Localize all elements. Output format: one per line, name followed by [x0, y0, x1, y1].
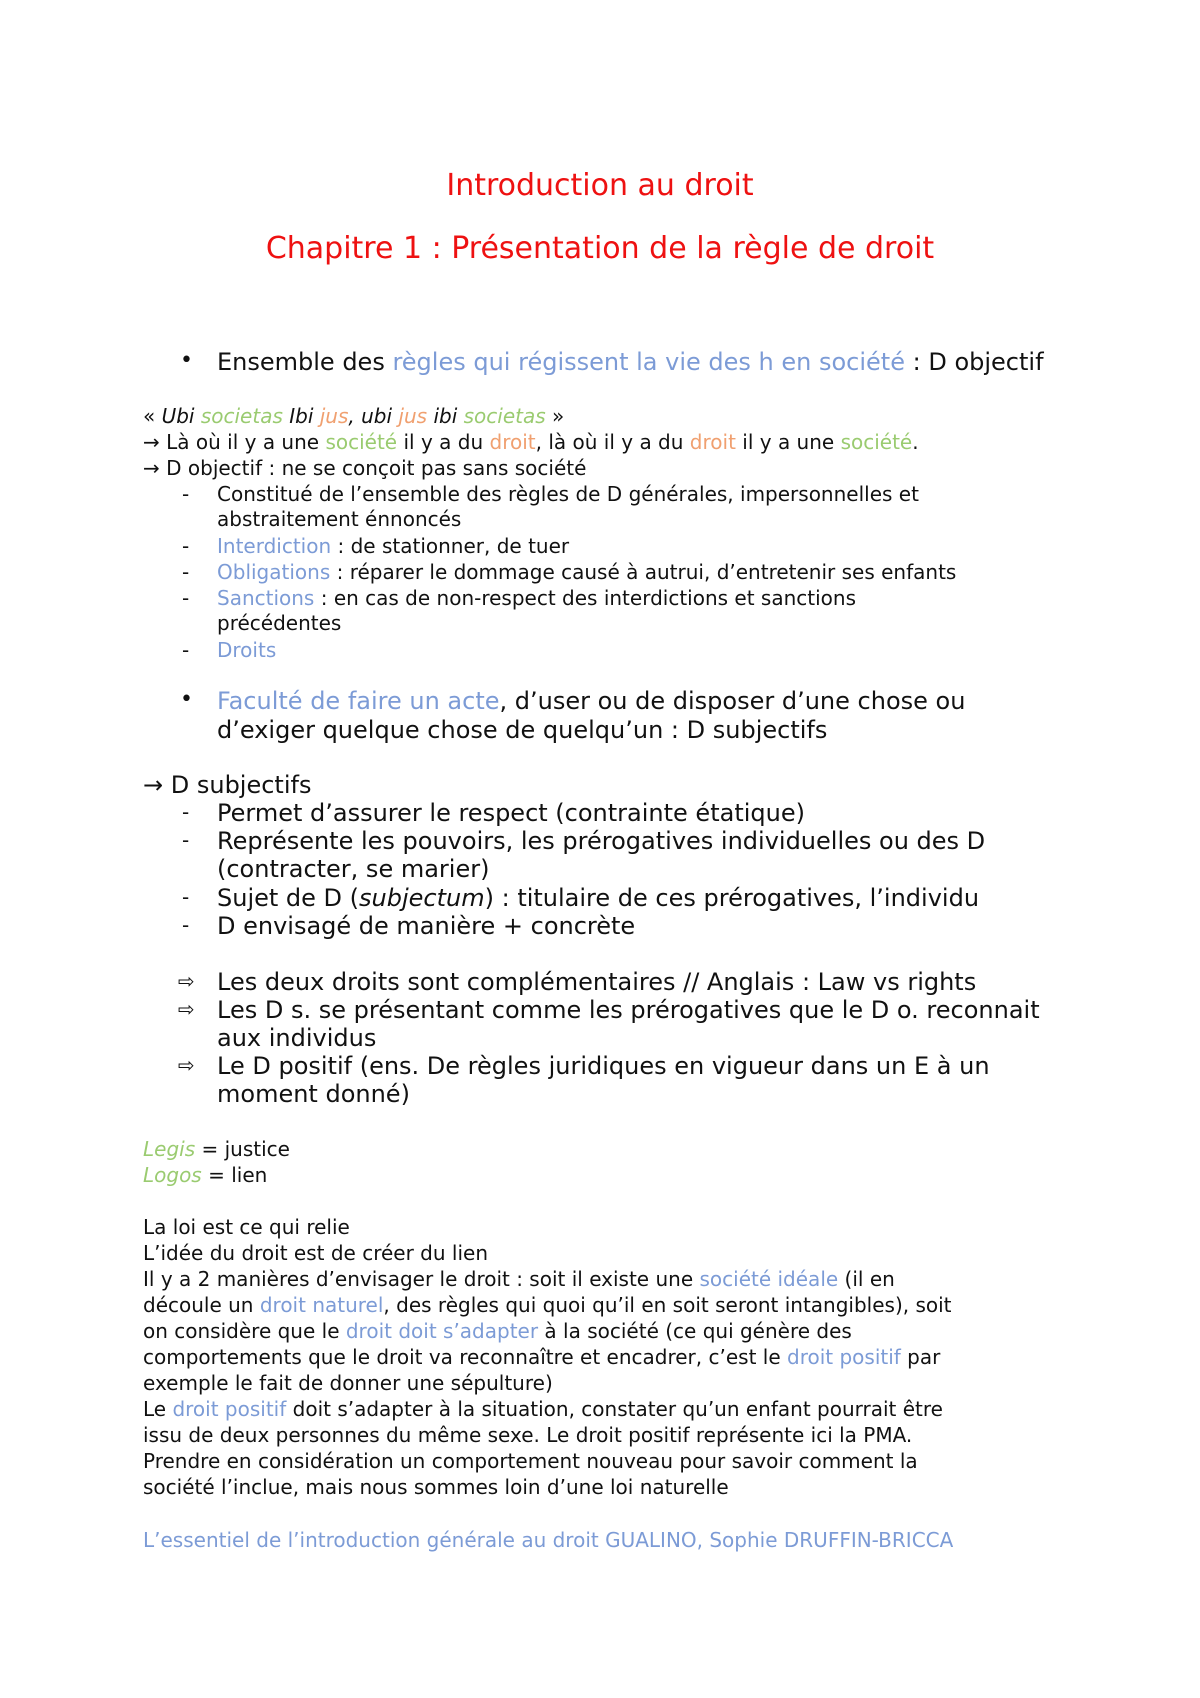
bullet-subjectifs: Faculté de faire un acte, d’user ou de disposer d’une chose ou [217, 687, 966, 715]
etymology-legis: Legis = justice [143, 1137, 290, 1161]
objectif-line: → D objectif : ne se conçoit pas sans société [143, 456, 587, 480]
reference-line: L’essentiel de l’introduction générale au droit GUALINO, Sophie DRUFFIN-BRICCA [143, 1528, 954, 1552]
list-item: Sanctions : en cas de non-respect des interdictions et sanctions [217, 586, 856, 610]
dash-marker: - [182, 638, 190, 662]
arrow-icon: → [143, 456, 160, 480]
paragraph-line: L’idée du droit est de créer du lien [143, 1241, 488, 1265]
paragraph-line: La loi est ce qui relie [143, 1215, 350, 1239]
subjectifs-heading: → D subjectifs [143, 771, 312, 799]
list-item: Permet d’assurer le respect (contrainte étatique) [217, 799, 805, 827]
latin-quote: « Ubi societas Ibi jus, ubi jus ibi societas » [143, 404, 565, 428]
arrow-icon: → [143, 771, 164, 799]
bullet-subjectifs-cont: d’exiger quelque chose de quelqu’un : D subjectifs [217, 716, 828, 744]
paragraph-line: Prendre en considération un comportement nouveau pour savoir comment la [143, 1449, 918, 1473]
dash-marker: - [182, 913, 190, 937]
paragraph-line: exemple le fait de donner une sépulture) [143, 1371, 553, 1395]
dash-marker: - [182, 560, 190, 584]
paragraph-line: société l’inclue, mais nous sommes loin d’une loi naturelle [143, 1475, 729, 1499]
list-item-cont: (contracter, se marier) [217, 855, 490, 883]
dash-marker: - [182, 828, 190, 852]
dash-marker: - [182, 482, 190, 506]
arrow-icon: → [143, 430, 160, 454]
conclusion-item: Les D s. se présentant comme les prérogatives que le D o. reconnait [217, 996, 1040, 1024]
list-item: Sujet de D (subjectum) : titulaire de ces prérogatives, l’individu [217, 884, 980, 912]
paragraph-line: Le droit positif doit s’adapter à la situation, constater qu’un enfant pourrait être [143, 1397, 943, 1421]
list-item-cont: précédentes [217, 611, 342, 635]
translation-line: → Là où il y a une société il y a du droit, là où il y a du droit il y a une société. [143, 430, 919, 454]
hollow-arrow-icon: ⇨ [178, 997, 195, 1021]
paragraph-line: issu de deux personnes du même sexe. Le droit positif représente ici la PMA. [143, 1423, 913, 1447]
list-item: Obligations : réparer le dommage causé à autrui, d’entretenir ses enfants [217, 560, 957, 584]
etymology-logos: Logos = lien [143, 1163, 268, 1187]
paragraph-line: comportements que le droit va reconnaître et encadrer, c’est le droit positif par [143, 1345, 941, 1369]
list-item: D envisagé de manière + concrète [217, 912, 636, 940]
bullet-marker: • [180, 348, 193, 373]
list-item-cont: abstraitement énnoncés [217, 507, 462, 531]
dash-marker: - [182, 800, 190, 824]
list-item: Droits [217, 638, 277, 662]
hollow-arrow-icon: ⇨ [178, 1053, 195, 1077]
document-title: Introduction au droit [446, 168, 754, 203]
dash-marker: - [182, 586, 190, 610]
conclusion-item-cont: moment donné) [217, 1080, 410, 1108]
list-item: Représente les pouvoirs, les prérogatives individuelles ou des D [217, 827, 986, 855]
paragraph-line: Il y a 2 manières d’envisager le droit : soit il existe une société idéale (il en [143, 1267, 895, 1291]
dash-marker: - [182, 534, 190, 558]
bullet-objectif: Ensemble des règles qui régissent la vie des h en société : D objectif [217, 348, 1044, 376]
conclusion-item: Le D positif (ens. De règles juridiques en vigueur dans un E à un [217, 1052, 990, 1080]
dash-marker: - [182, 885, 190, 909]
list-item: Interdiction : de stationner, de tuer [217, 534, 570, 558]
list-item: Constitué de l’ensemble des règles de D générales, impersonnelles et [217, 482, 919, 506]
paragraph-line: on considère que le droit doit s’adapter à la société (ce qui génère des [143, 1319, 852, 1343]
chapter-title: Chapitre 1 : Présentation de la règle de droit [265, 231, 935, 266]
bullet-marker: • [180, 687, 193, 712]
hollow-arrow-icon: ⇨ [178, 969, 195, 993]
conclusion-item-cont: aux individus [217, 1024, 377, 1052]
conclusion-item: Les deux droits sont complémentaires // Anglais : Law vs rights [217, 968, 977, 996]
paragraph-line: découle un droit naturel, des règles qui quoi qu’il en soit seront intangibles), soit [143, 1293, 952, 1317]
